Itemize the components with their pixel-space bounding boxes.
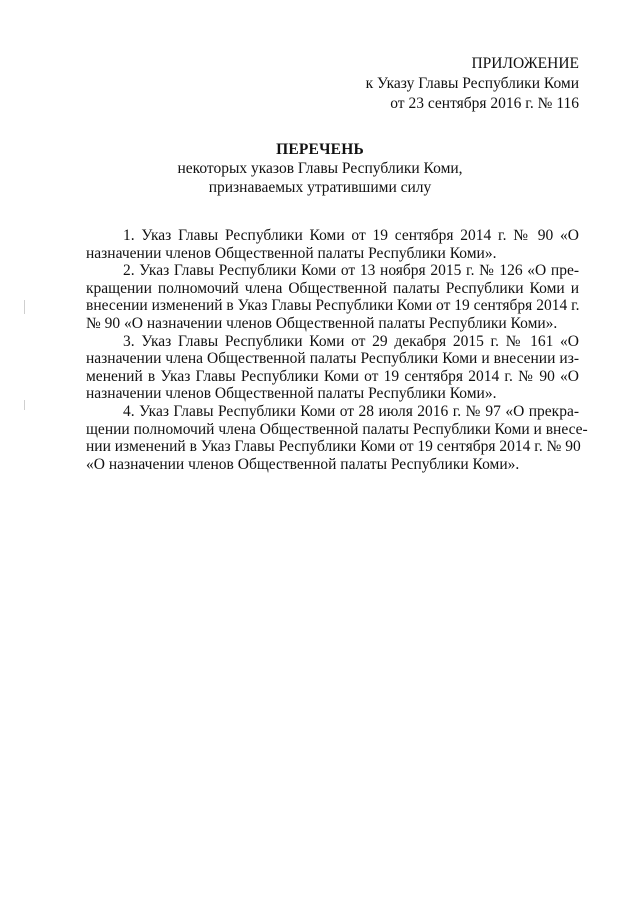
item-line: назначении членов Общественной палаты Республики Коми».: [86, 244, 497, 262]
item-line: нии изменений в Указ Главы Республики Коми от 19 сентября 2014 г. № 90: [86, 438, 581, 456]
item-line: щении полномочий члена Общественной палаты Республики Коми и внесе-: [86, 420, 588, 438]
item-line: «О назначении членов Общественной палаты Республики Коми».: [86, 455, 520, 473]
item-line: 3. Указ Главы Республики Коми от 29 декабря 2015 г. № 161 «О: [123, 332, 579, 350]
scan-margin-mark: [24, 400, 25, 410]
heading-block: [0, 140, 640, 197]
appendix-decree-ref: к Указу Главы Республики Коми: [365, 75, 579, 92]
decree-list: [86, 227, 588, 473]
item-line: внесении изменений в Указ Главы Республики Коми от 19 сентября 2014 г.: [86, 297, 580, 315]
item-line: № 90 «О назначении членов Общественной палаты Республики Коми».: [86, 314, 558, 332]
item-line: кращении полномочий члена Общественной палаты Республики Коми и: [86, 279, 579, 297]
appendix-block: [366, 54, 579, 114]
document-subtitle-line1: некоторых указов Главы Республики Коми,: [177, 160, 463, 177]
document-title: ПЕРЕЧЕНЬ: [276, 141, 364, 158]
list-item: [86, 227, 579, 262]
appendix-date: от 23 сентября 2016 г. № 116: [390, 95, 579, 112]
document-subtitle-line2: признаваемых утратившими силу: [208, 179, 432, 196]
list-item: [86, 333, 579, 403]
list-item: [86, 402, 588, 473]
list-item: [86, 262, 579, 332]
item-line: назначении члена Общественной палаты Республики Коми и внесении из-: [86, 350, 579, 368]
item-line: 4. Указ Главы Республики Коми от 28 июля 2016 г. № 97 «О прекра-: [123, 402, 579, 420]
item-line: 1. Указ Главы Республики Коми от 19 сентября 2014 г. № 90 «О: [123, 227, 579, 244]
appendix-label: ПРИЛОЖЕНИЕ: [471, 55, 579, 72]
item-line: 2. Указ Главы Республики Коми от 13 ноября 2015 г. № 126 «О пре-: [123, 262, 579, 280]
scan-margin-mark: [24, 300, 25, 314]
item-line: менений в Указ Главы Республики Коми от 19 сентября 2014 г. № 90 «О: [86, 367, 579, 385]
item-line: назначении членов Общественной палаты Республики Коми».: [86, 385, 497, 403]
